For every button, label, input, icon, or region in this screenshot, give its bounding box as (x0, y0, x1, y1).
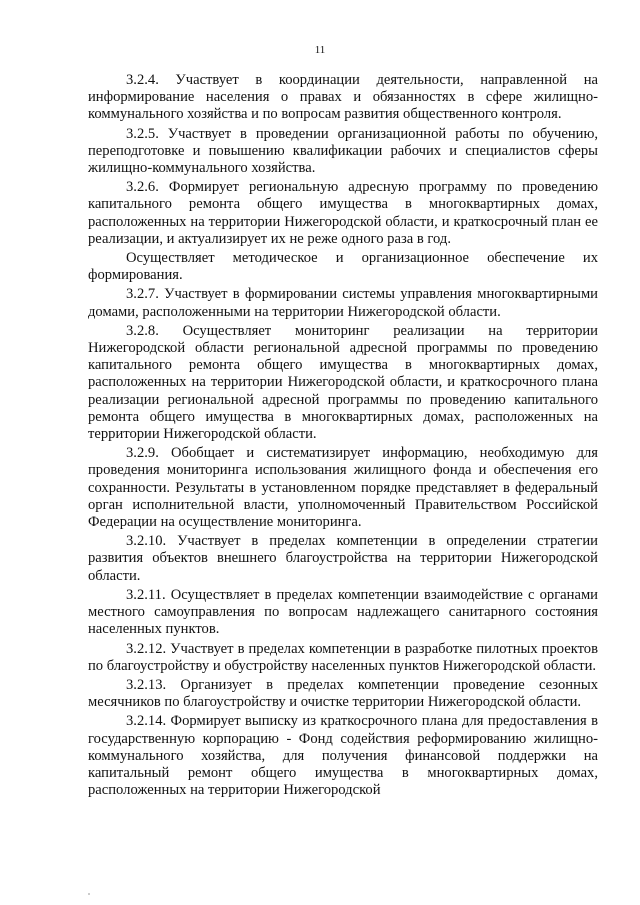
paragraph-3-2-10: 3.2.10. Участвует в пределах компетенции в определении стратегии развития объектов внешнего благоустройства на территории Нижегородской области. (88, 533, 598, 584)
paragraph-3-2-7: 3.2.7. Участвует в формировании системы управления многоквартирными домами, расположенными на территории Нижегородской области. (88, 286, 598, 320)
scan-speck (88, 893, 90, 895)
paragraph-3-2-11: 3.2.11. Осуществляет в пределах компетенции взаимодействие с органами местного самоуправления по вопросам надлежащего санитарного состояния населенных пунктов. (88, 586, 598, 638)
document-body (88, 72, 598, 801)
paragraph-3-2-4: 3.2.4. Участвует в координации деятельности, направленной на информирование населения о правах и обязанностях в сфере жилищно-коммунального хозяйства и по вопросам развития общественного контроля. (88, 72, 598, 123)
paragraph-3-2-8: 3.2.8. Осуществляет мониторинг реализации на территории Нижегородской области региональной адресной программы по проведению капитального ремонта общего имущества в многоквартирных домах, расположенных на территории Нижегородской области, и краткосрочного плана реализации региональной адресной программы по проведению капитального ремонта общего имущества в многоквартирных домах, расположенных на территории Нижегородской области. (88, 322, 598, 443)
paragraph-3-2-12: 3.2.12. Участвует в пределах компетенции в разработке пилотных проектов по благоустройству и обустройству населенных пунктов Нижегородской области. (88, 640, 598, 674)
paragraph-3-2-6-continuation: Осуществляет методическое и организационное обеспечение их формирования. (88, 250, 598, 284)
paragraph-3-2-6: 3.2.6. Формирует региональную адресную программу по проведению капитального ремонта общего имущества в многоквартирных домах, расположенных на территории Нижегородской области, и краткосрочный план ее реализации, и актуализирует их не реже одного раза в год. (88, 179, 598, 247)
page-number: 11 (314, 44, 326, 56)
paragraph-3-2-13: 3.2.13. Организует в пределах компетенции проведение сезонных месячников по благоустройству и очистке территории Нижегородской области. (88, 676, 598, 711)
paragraph-3-2-14: 3.2.14. Формирует выписку из краткосрочного плана для предоставления в государственную корпорацию - Фонд содействия реформированию жилищно-коммунального хозяйства, для получения финансовой поддержки на капитальный ремонт общего имущества в многоквартирных домах, расположенных на территории Нижегородской (88, 713, 598, 799)
paragraph-3-2-9: 3.2.9. Обобщает и систематизирует информацию, необходимую для проведения мониторинга использования жилищного фонда и обеспечения его сохранности. Результаты в установленном порядке представляет в федеральный орган исполнительной власти, уполномоченный Правительством Российской Федерации на осуществление мониторинга. (88, 445, 598, 531)
paragraph-3-2-5: 3.2.5. Участвует в проведении организационной работы по обучению, переподготовке и повышению квалификации рабочих и специалистов сферы жилищно-коммунального хозяйства. (88, 125, 598, 177)
